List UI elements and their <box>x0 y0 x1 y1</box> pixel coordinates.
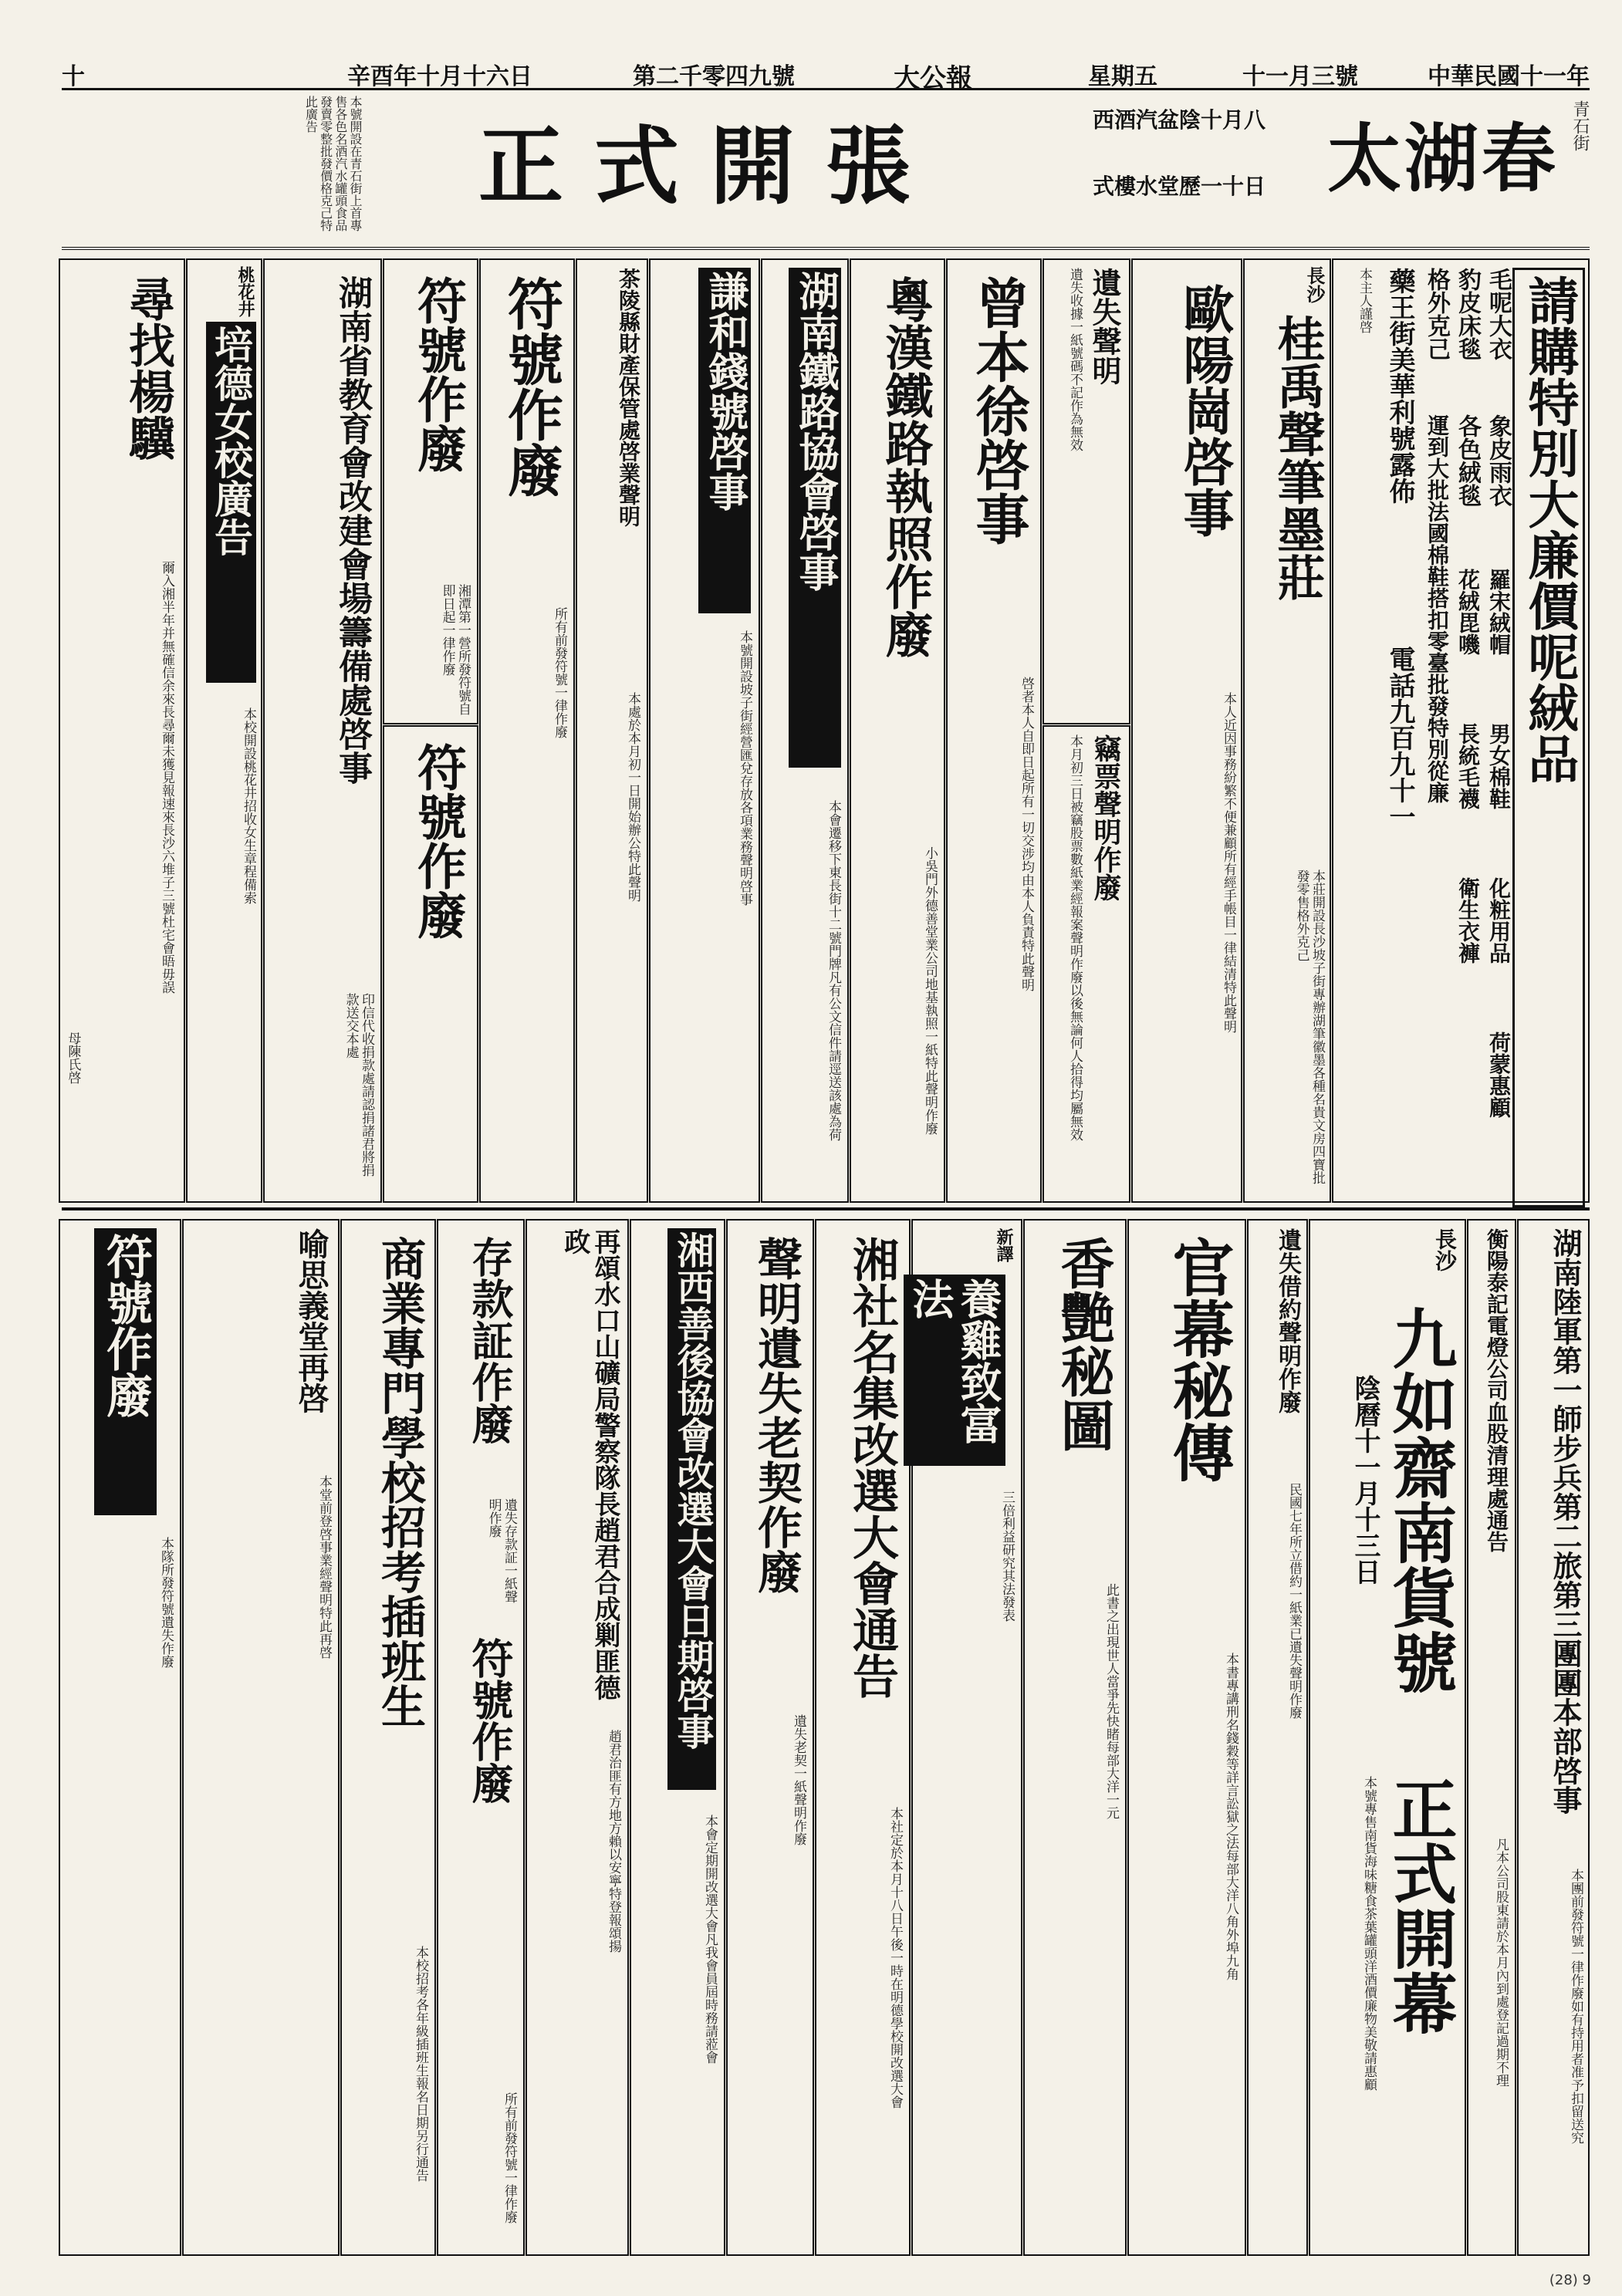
ad-jiuru-opening: 正式開幕 <box>1382 1776 1458 2035</box>
ad-poetry-title: 湘社名集改選大會通告 <box>845 1236 899 1699</box>
ad-missing-sign: 母陳氏啓 <box>65 1032 81 1084</box>
ad-deed-title: 聲明遺失老契作廢 <box>750 1236 803 1594</box>
ad-school <box>186 258 262 1203</box>
header-republic-year: 中華民國十一年 <box>1428 63 1590 90</box>
ad-qianhao-fine: 本號開設坡子街經營匯兌存放各項業務聲明啓事 <box>737 630 752 906</box>
ad-item-1: 象皮雨衣 <box>1485 414 1512 507</box>
ad-item-6: 花絨毘嘰 <box>1455 569 1481 655</box>
ad-ouyang-fine: 本人近因事務紛繁不便兼顧所有經手帳目一律結清特此聲明 <box>1221 692 1236 1033</box>
ad-deposit-fuhao <box>437 1219 525 2256</box>
ad-fuhao4-fine: 本隊所發符號遺失作廢 <box>158 1537 174 1668</box>
ad-railway-title: 湖南鐵路協會啓事 <box>789 268 841 768</box>
ad-chicken-tag: 新譯 <box>994 1228 1014 1262</box>
ad-fuhao3-fine: 所有前發符號一律作廢 <box>502 2092 517 2223</box>
ad-item-9: 長統毛襪 <box>1455 723 1481 809</box>
ad-chaling <box>576 258 648 1203</box>
ad-qianhao <box>649 258 760 1203</box>
ad-brush-fine: 本莊開設長沙坡子街專辦湖筆徽墨各種名貴文房四寶批發零售格外克己 <box>1293 869 1325 1184</box>
ad-ouyang <box>1131 258 1242 1203</box>
ad-lost-stub <box>1042 258 1130 724</box>
ad-fuhao2-title: 符號作廢 <box>409 275 467 473</box>
ad-ouyang-title: 歐陽崗啓事 <box>1174 283 1235 538</box>
ad-missing-person <box>59 258 185 1203</box>
ad-edu <box>263 258 382 1203</box>
ad-fuhao-extra-title: 符號作廢 <box>409 742 467 940</box>
ad-zeng <box>946 258 1042 1203</box>
top-banner <box>62 93 1590 250</box>
ad-poetry-fine: 本社定於本月十八日午後一時在明德學校開改選大會 <box>887 1807 903 2109</box>
ad-yuehan-title: 粵漢鐵路執照作廢 <box>877 275 934 658</box>
ad-item-10: 化粧用品 <box>1486 877 1512 964</box>
ad-military <box>1517 1219 1590 2256</box>
ad-jiuru-title: 九如齋南貨號 <box>1382 1305 1458 1694</box>
ad-item-3: 各色絨毯 <box>1454 414 1481 507</box>
header-date: 十一月三號 <box>1242 63 1358 90</box>
ad-stock-title: 竊票聲明作廢 <box>1090 734 1122 901</box>
ad-stock-void <box>1042 725 1130 1203</box>
ad-item-5: 羅宋絨帽 <box>1486 569 1512 655</box>
ad-loan-title: 遺失借約聲明作廢 <box>1274 1228 1301 1413</box>
ad-fuhao1-title: 符號作廢 <box>498 275 564 498</box>
ad-fuhao-1 <box>479 258 575 1203</box>
ad-brush-shop <box>1243 258 1331 1203</box>
ad-deed-fine: 遺失老契一紙聲明作廢 <box>791 1714 806 1845</box>
ad-military-fine: 本團前發符號一律作廢如有持用者准予扣留送究 <box>1568 1869 1583 2144</box>
header-issue: 第二千零四九號 <box>633 63 795 90</box>
header-lunar-date: 辛酉年十月十六日 <box>347 63 532 90</box>
ad-poetry-society <box>815 1219 911 2256</box>
ad-chaling-title: 茶陵縣財產保管處啓業聲明 <box>616 268 641 527</box>
ad-item-11: 衛生衣褲 <box>1455 877 1481 964</box>
ad-loan-fine: 民國七年所立借約一紙業已遺失聲明作廢 <box>1286 1483 1302 1719</box>
masthead-line <box>62 54 1590 94</box>
ad-brush-title: 桂禹聲筆墨莊 <box>1269 314 1326 601</box>
ad-jiuru-place: 長沙 <box>1432 1228 1458 1271</box>
ad-fuhao1-fine: 所有前發符號一律作廢 <box>552 607 567 738</box>
ad-official-fine: 本書專講刑名錢穀等詳言訟獄之法每部大洋八角外埠九角 <box>1223 1653 1238 1980</box>
ad-main-sale <box>1332 258 1590 1203</box>
ad-loan <box>1247 1219 1308 2256</box>
ad-fuhao-extra <box>383 725 478 1203</box>
ad-edu-title: 湖南省教育會改建會場籌備處啓事 <box>333 275 372 785</box>
banner-location: 青石街 <box>1570 100 1590 151</box>
ad-yuside-title: 喻思義堂再啓 <box>293 1228 329 1413</box>
ad-xiangxi-title: 湘西善後協會改選大會日期啓事 <box>667 1228 716 1790</box>
ad-fragrance-fine: 此書之出現世人當爭先快睹每部大洋一元 <box>1103 1583 1119 1819</box>
ad-qianhao-title: 謙和錢號啓事 <box>698 268 751 613</box>
ad-zeng-fine: 啓者本人自即日起所有一切交涉均由本人負責特此聲明 <box>1019 677 1034 991</box>
ad-lighting <box>1467 1219 1516 2256</box>
ad-chicken-fine: 三倍利益研究其法發表 <box>999 1491 1015 1622</box>
section-divider <box>62 1207 1590 1210</box>
ad-lost-deed <box>726 1219 814 2256</box>
ad-chaling-fine: 本處於本月初一日開始辦公特此聲明 <box>625 692 640 902</box>
ad-jiuru <box>1309 1219 1466 2256</box>
ad-yuehan-fine: 小吳門外德善堂業公司地基執照一紙特此聲明作廢 <box>922 846 938 1135</box>
ad-mine-fine: 趙君治匪有方地方賴以安寧特登報頌揚 <box>606 1730 621 1953</box>
ad-yuside <box>182 1219 340 2256</box>
ad-item-0: 毛呢大衣 <box>1485 268 1512 360</box>
banner-shop-name: 太湖春 <box>1327 115 1559 202</box>
ad-hunan-railway <box>761 258 849 1203</box>
ad-commerce-title: 商業專門學校招考插班生 <box>373 1236 426 1728</box>
ad-fragrance <box>1023 1219 1127 2256</box>
ad-lost-fine: 遺失收據一紙號碼不記作為無效 <box>1067 268 1083 451</box>
ad-lighting-title: 衡陽泰記電燈公司血股清理處通告 <box>1484 1228 1509 1552</box>
banner-opening: 正式開張 <box>478 116 941 216</box>
ad-official-title: 官幕秘傳 <box>1162 1236 1235 1483</box>
ad-phone: 電話九百九十一 <box>1384 646 1415 829</box>
header-weekday: 星期五 <box>1088 63 1157 90</box>
banner-product-line: 西酒汽盆陰十月八 <box>1092 107 1265 133</box>
ad-missing-fine: 爾入湘半年并無確信余來長尋爾未獲見報速來長沙六堆子三號杜宅會晤毋誤 <box>159 561 174 994</box>
ad-deposit-title: 存款証作廢 <box>465 1236 515 1444</box>
ad-fuhao-4 <box>59 1219 181 2256</box>
ad-lighting-fine: 凡本公司股東請於本月內到處登記過期不理 <box>1493 1838 1509 2087</box>
ad-military-title: 湖南陸軍第一師步兵第二旅第三團團本部啓事 <box>1548 1228 1583 1815</box>
banner-opening-date: 式樓水堂歷一十日 <box>1092 174 1265 199</box>
ad-chicken <box>905 1219 1022 2256</box>
ad-shop-address: 藥王街美華利號露佈 <box>1384 268 1415 504</box>
ad-official-secret <box>1127 1219 1246 2256</box>
ad-school-fine: 本校開設桃花井招收女生章程備索 <box>241 707 256 904</box>
ad-fuhao4-title: 符號作廢 <box>94 1228 157 1515</box>
ad-chicken-title: 養雞致富法 <box>904 1275 1005 1466</box>
ad-brush-place: 長沙 <box>1303 266 1326 303</box>
ad-zeng-title: 曾本徐啓事 <box>967 275 1031 545</box>
ad-missing-title: 尋找楊驥 <box>121 275 175 461</box>
page-footer-mark: (28) 9 <box>1549 2272 1591 2288</box>
ad-jiuru-date: 陰曆十一月十三日 <box>1350 1375 1380 1585</box>
ad-school-place: 桃花井 <box>235 266 255 317</box>
ad-item-8: 男女棉鞋 <box>1486 723 1512 809</box>
ad-mine-title: 再頌水口山礦局警察隊長趙君合成剿匪德政 <box>559 1228 620 1700</box>
banner-fine-print: 本號開設在青石街上首專售各色名酒汽水罐頭食品發賣零整批發價格克己特此廣告 <box>303 96 363 231</box>
ad-jiuru-fine: 本號專售南貨海味糖食茶葉罐頭洋酒價廉物美敬請惠顧 <box>1361 1776 1377 2091</box>
ad-item-7: 運到大批法國棉鞋搭扣零臺批發特別從廉 <box>1424 414 1450 803</box>
ad-owner: 本主人謹啓 <box>1357 268 1372 333</box>
ad-lost-title: 遺失聲明 <box>1087 268 1122 385</box>
ad-deposit-fine: 遺失存款証一紙聲明作廢 <box>485 1498 517 1603</box>
ad-mine-police <box>525 1219 629 2256</box>
ad-fuhao2-fine: 湘潭第一營所發符號自即日起一律作廢 <box>439 584 471 715</box>
ad-item-12: 荷蒙惠顧 <box>1486 1032 1512 1118</box>
ad-fuhao3-title: 符號作廢 <box>465 1637 515 1804</box>
ad-edu-fine: 印信代收捐款處請認捐諸君將捐款送交本處 <box>343 993 374 1177</box>
ad-fuhao-2 <box>383 258 478 724</box>
newspaper-page <box>62 54 1590 2261</box>
ad-item-4: 格外克己 <box>1423 268 1450 360</box>
ad-fragrance-title: 香艷秘圖 <box>1052 1236 1116 1452</box>
ad-yuside-fine: 本堂前登啓事業經聲明特此再啓 <box>316 1475 332 1659</box>
header-paper-name: 大公報 <box>894 63 972 94</box>
header-page-number: 十 <box>62 63 85 90</box>
ad-xiangxi-fine: 本會定期開改選大會凡我會員屆時務請蒞會 <box>702 1815 718 2064</box>
ad-yuehan <box>850 258 945 1203</box>
ad-commerce-school <box>340 1219 436 2256</box>
ad-xiangxi <box>630 1219 725 2256</box>
ad-commerce-fine: 本校招考各年級插班生報名日期另行通告 <box>413 1946 428 2182</box>
ad-stock-fine: 本月初三日被竊股票數紙業經報案聲明作廢以後無論何人拾得均屬無效 <box>1067 734 1083 1141</box>
ad-item-2: 豹皮床毯 <box>1454 268 1481 360</box>
ad-school-title: 培德女校廣告 <box>206 322 257 683</box>
ad-main-sale-title: 請購特別大廉價呢絨品 <box>1512 268 1585 1207</box>
ad-railway-fine: 本會遷移下東長街十二號門牌凡有公文信件請逕送該處為荷 <box>826 800 841 1141</box>
